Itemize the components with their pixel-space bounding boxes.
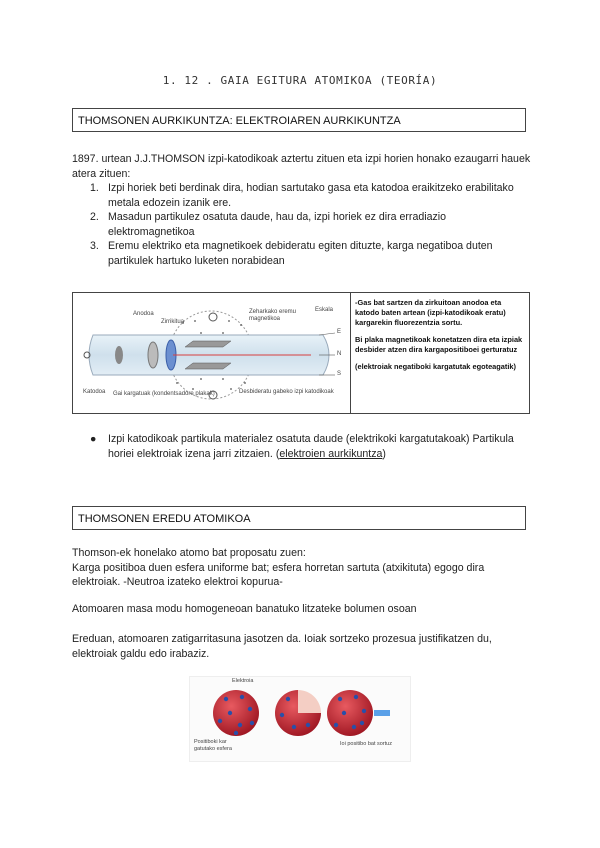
section-heading-thomson-model: THOMSONEN EREDU ATOMIKOA [72,506,526,530]
bullet-dot: ● [90,433,97,445]
note-1: -Gas bat sartzen da zirkuitoan anodoa eta katodo baten artean (izpi-katodikoak eratu) kargarekin fluorezentzia sortu. [355,298,506,327]
n-label: N [337,351,342,357]
note-2: Bi plaka magnetikoak konetatzen dira eta izpiak desbider atzen dira kargapositiboei gerturatuz [355,335,523,354]
section-heading-thomson-discovery: THOMSONEN AURKIKUNTZA: ELEKTROIAREN AURKIKUNTZA [72,108,526,132]
model-para-1 [72,546,532,590]
plates-label: Gai kargatuak (kondentsadore plakak) [113,391,215,397]
properties-list [72,181,532,268]
note-3: (elektroiak negatiboki kargatutak egoteagatik) [355,362,516,371]
model-para-2: Atomoaren masa modu homogeneoan banatuko litzateke bolumen osoan [72,603,417,615]
cathode-label: Katodoa [83,389,106,395]
list-item: 3. Eremu elektriko eta magnetikoek debideratu egiten dituzte, karga negatiboa duten partikulek hartuko luketen norabidean [90,240,493,267]
list-item: 2. Masadun partikulez osatuta daude, hau da, izpi horiek ez dira erradiazio elektromagnetikoa [90,211,447,238]
list-item: 1. Izpi horiek beti berdinak dira, hodian sartutako gasa eta katodoa eraikitzeko erabilitako metala edozein izanik ere. [90,182,514,209]
magnetic-field-label: Zeharkako eremu magnetikoa [249,309,297,322]
sphere-1 [213,690,259,736]
scale-label: Eskala [315,307,334,313]
cathode-ray-figure-table [72,292,530,414]
page-title: 1. 12 . GAIA EGITURA ATOMIKOA (TEORÍA) [162,74,438,87]
s-label: S [337,371,342,377]
electron-label: Elektroia [232,678,254,684]
cathode-disc [115,346,123,364]
thomson-atom-figure [189,676,411,762]
electron-discovery-link[interactable]: elektroien aurkikuntza [279,447,383,460]
sphere-3 [327,690,373,736]
cathode-ray-tube-illustration [73,293,351,413]
slit-label: Zirrikitua [161,319,185,325]
anode-label: Anodoa [133,311,154,317]
positive-sphere-label: Positiboki kar gatutako esfera [194,739,232,752]
undeflected-label: Desbideratu gabeko izpi katodikoak [239,389,334,395]
intro-paragraph: 1897. urtean J.J.THOMSON izpi-katodikoak aztertu zituen eta izpi horien honako ezaugarri hauek atera zituen: [72,153,531,180]
section1-body [72,152,532,268]
model-para-1-line1: Thomson-ek honelako atomo bat proposatu zuen: [72,547,306,559]
model-para-3: Ereduan, atomoaren zatigarritasuna jasotzen da. Ioiak sortzeko prozesua justifikatzen du, elektroiak galdu edo irabaziz. [72,633,492,660]
figure-notes [351,293,529,413]
emitted-electron-beam [374,710,390,716]
model-para-1-line2: Karga positiboa duen esfera uniforme bat; esfera horretan sartuta (atxikituta) egogo dira elektroiak. -Neutroa izateko elektroi kopurua- [72,561,485,588]
bullet-text: Izpi katodikoak partikula materialez osatuta daude (elektrikoki kargatutakoak) Partikula horiei elektroiak izena jarri zitzaien. [108,433,514,460]
positive-ion-label: Ioi positibo bat sortuz [340,741,392,747]
e-label: E [337,329,342,335]
